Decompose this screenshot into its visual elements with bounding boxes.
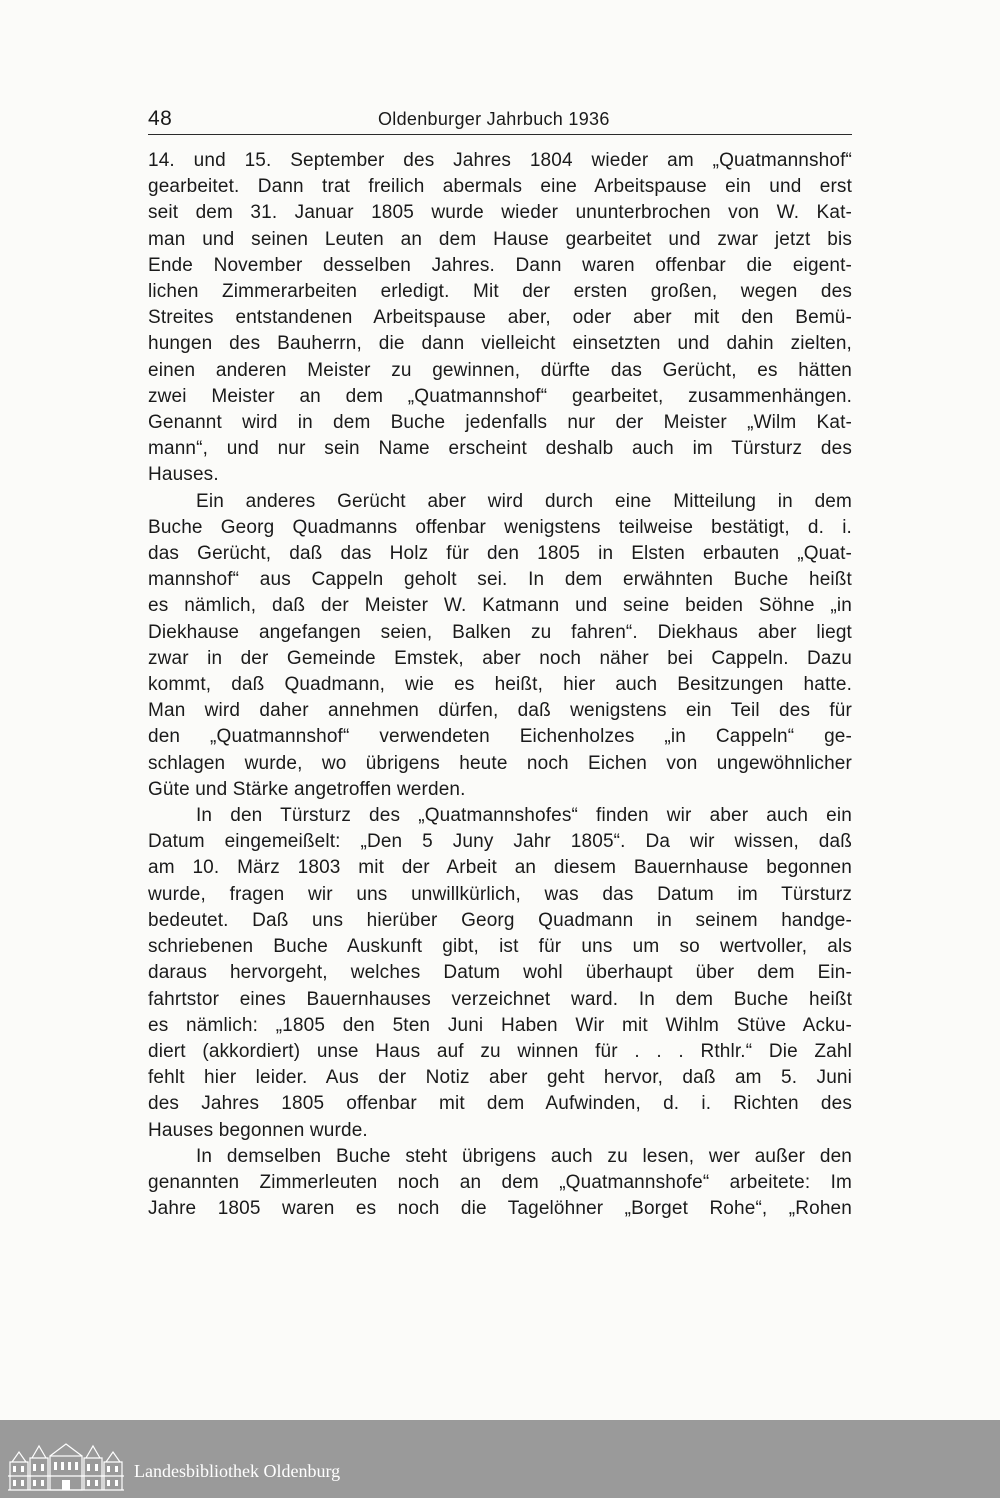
text-line: Hauses begonnen wurde. [148, 1119, 368, 1141]
footer-bar [0, 1420, 1000, 1498]
text-line: zwar in der Gemeinde Emstek, aber noch näher bei Cappeln. Dazu [148, 647, 852, 669]
text-line: fehlt hier leider. Aus der Notiz aber geht hervor, daß am 5. Juni [148, 1067, 852, 1089]
text-line: Buche Georg Quadmanns offenbar wenigstens teilweise bestätigt, d. i. [148, 516, 852, 538]
text-line: hungen des Bauherrn, die dann vielleicht einsetzten und dahin zielten, [148, 333, 852, 355]
running-head [148, 104, 852, 134]
library-building-icon [8, 1442, 124, 1492]
text-line: kommt, daß Quadmann, wie es heißt, hier auch Besitzungen hatte. [148, 674, 852, 696]
text-line: mann“, und nur sein Name erscheint deshalb auch im Türsturz des [148, 438, 852, 460]
text-line: bedeutet. Daß uns hierüber Georg Quadmann in seinem handge- [148, 909, 852, 931]
text-line: In den Türsturz des „Quatmannshofes“ finden wir aber auch ein [196, 805, 852, 827]
text-line: wurde, fragen wir uns unwillkürlich, was das Datum im Türsturz [148, 883, 852, 905]
text-line: Jahre 1805 waren es noch die Tagelöhner „Borget Rohe“, „Rohen [148, 1198, 852, 1220]
text-line: mannshof“ aus Cappeln geholt sei. In dem erwähnten Buche heißt [148, 569, 852, 591]
text-line: seit dem 31. Januar 1805 wurde wieder ununterbrochen von W. Kat- [148, 202, 852, 224]
page-number: 48 [148, 107, 173, 130]
library-name: Landesbibliothek Oldenburg [134, 1461, 341, 1481]
text-line: Diekhause angefangen seien, Balken zu fahren“. Diekhaus aber liegt [148, 621, 852, 643]
text-line: es nämlich, daß der Meister W. Katmann und seine beiden Söhne „in [148, 595, 852, 617]
body-text [148, 148, 852, 1222]
text-line: 14. und 15. September des Jahres 1804 wieder am „Quatmannshof“ [148, 150, 852, 171]
text-line: Ein anderes Gerücht aber wird durch eine Mitteilung in dem [196, 490, 852, 512]
text-line: am 10. März 1803 mit der Arbeit an diesem Bauernhause begonnen [148, 857, 852, 879]
header-rule [148, 134, 852, 135]
text-line: Genannt wird in dem Buche jedenfalls nur der Meister „Wilm Kat- [148, 412, 852, 434]
text-line: Güte und Stärke angetroffen werden. [148, 778, 466, 800]
text-line: daraus hervorgeht, welches Datum wohl überhaupt über dem Ein- [148, 962, 852, 984]
text-line: des Jahres 1805 offenbar mit dem Aufwinden, d. i. Richten des [148, 1093, 852, 1115]
text-line: Man wird daher annehmen dürfen, daß wenigstens ein Teil des für [148, 700, 852, 722]
text-line: das Gerücht, daß das Holz für den 1805 in Elsten erbauten „Quat- [148, 543, 852, 565]
text-line: diert (akkordiert) unse Haus auf zu winnen für . . . Rthlr.“ Die Zahl [148, 1040, 852, 1062]
text-line: einen anderen Meister zu gewinnen, dürfte das Gerücht, es hätten [148, 359, 852, 381]
text-line: gearbeitet. Dann trat freilich abermals eine Arbeitspause ein und erst [148, 176, 852, 198]
text-line: man und seinen Leuten an dem Hause gearbeitet und zwar jetzt bis [148, 228, 852, 250]
text-line: lichen Zimmerarbeiten erledigt. Mit der ersten großen, wegen des [148, 281, 852, 303]
text-line: Ende November desselben Jahres. Dann waren offenbar die eigent- [148, 254, 852, 276]
journal-title: Oldenburger Jahrbuch 1936 [378, 109, 610, 129]
text-line: den „Quatmannshof“ verwendeten Eichenholzes „in Cappeln“ ge- [148, 726, 852, 748]
text-line: Datum eingemeißelt: „Den 5 Juny Jahr 1805“. Da wir wissen, daß [148, 831, 852, 853]
text-line: fahrtstor eines Bauernhauses verzeichnet ward. In dem Buche heißt [148, 988, 852, 1010]
text-line: Hauses. [148, 464, 219, 486]
text-line: genannten Zimmerleuten noch an dem „Quatmannshofe“ arbeitete: Im [148, 1171, 852, 1193]
text-line: zwei Meister an dem „Quatmannshof“ gearbeitet, zusammenhängen. [148, 385, 852, 407]
text-line: es nämlich: „1805 den 5ten Juni Haben Wir mit Wihlm Stüve Acku- [148, 1014, 852, 1036]
text-line: Streites entstandenen Arbeitspause aber, oder aber mit den Bemü- [148, 307, 852, 329]
text-line: schlagen wurde, wo übrigens heute noch Eichen von ungewöhnlicher [148, 752, 852, 774]
text-line: In demselben Buche steht übrigens auch zu lesen, wer außer den [196, 1145, 852, 1167]
text-line: schriebenen Buche Auskunft gibt, ist für uns um so wertvoller, als [148, 936, 852, 958]
